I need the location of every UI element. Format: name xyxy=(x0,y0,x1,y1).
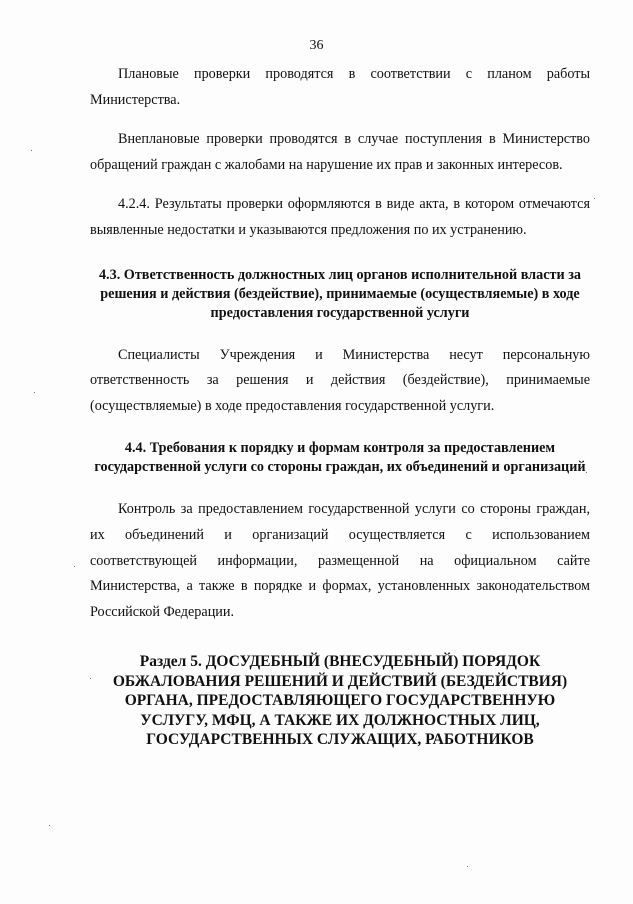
scan-speck xyxy=(467,866,468,867)
paragraph-unplanned-inspections: Внеплановые проверки проводятся в случае поступления в Министерство обращений граждан с жалобами на нарушение их прав и законных интересов. xyxy=(90,131,590,173)
paragraph-responsibility: Специалисты Учреждения и Министерства несут персональную ответственность за решения и действия (бездействие), принимаемые (осуществляемые) в ходе предоставления государственной услуги. xyxy=(90,346,590,414)
scan-speck xyxy=(90,678,91,679)
paragraph-inspection-results: 4.2.4. Результаты проверки оформляются в виде акта, в котором отмечаются выявленные недостатки и указываются предложения по их устранению. xyxy=(90,196,590,238)
section-5-title: Раздел 5. ДОСУДЕБНЫЙ (ВНЕСУДЕБНЫЙ) ПОРЯДОК ОБЖАЛОВАНИЯ РЕШЕНИЙ И ДЕЙСТВИЙ (БЕЗДЕЙСТВИЯ) ОРГАНА, ПРЕДОСТАВЛЯЮЩЕГО ГОСУДАРСТВЕННУЮ УСЛУГУ, МФЦ, А ТАКЖЕ ИХ ДОЛЖНОСТНЫХ ЛИЦ, ГОСУДАРСТВЕННЫХ СЛУЖАЩИХ, РАБОТНИКОВ xyxy=(112,653,568,749)
scan-speck xyxy=(31,150,32,151)
scan-speck xyxy=(49,825,50,826)
heading-4-4: 4.4. Требования к порядку и формам контроля за предоставлением государственной услуги со стороны граждан, их объединений и организаций xyxy=(94,440,586,476)
paragraph-planned-inspections: Плановые проверки проводятся в соответствии с планом работы Министерства. xyxy=(90,66,590,108)
paragraph-public-control: Контроль за предоставлением государственной услуги со стороны граждан, их объединений и организаций осуществляется с использованием соответствующей информации, размещенной на официальном сайте Министерства, а также в порядке и формах, установленных законодательством Российской Федерации. xyxy=(90,501,590,620)
scan-speck xyxy=(74,566,75,567)
scan-speck xyxy=(594,198,595,199)
scan-speck xyxy=(34,392,35,393)
page-number: 36 xyxy=(309,38,324,53)
heading-4-3: 4.3. Ответственность должностных лиц органов исполнительной власти за решения и действия (бездействие), принимаемые (осуществляемые) в ходе предоставления государственной услуги xyxy=(98,266,582,321)
scan-speck xyxy=(586,472,587,473)
page-content xyxy=(90,62,590,750)
